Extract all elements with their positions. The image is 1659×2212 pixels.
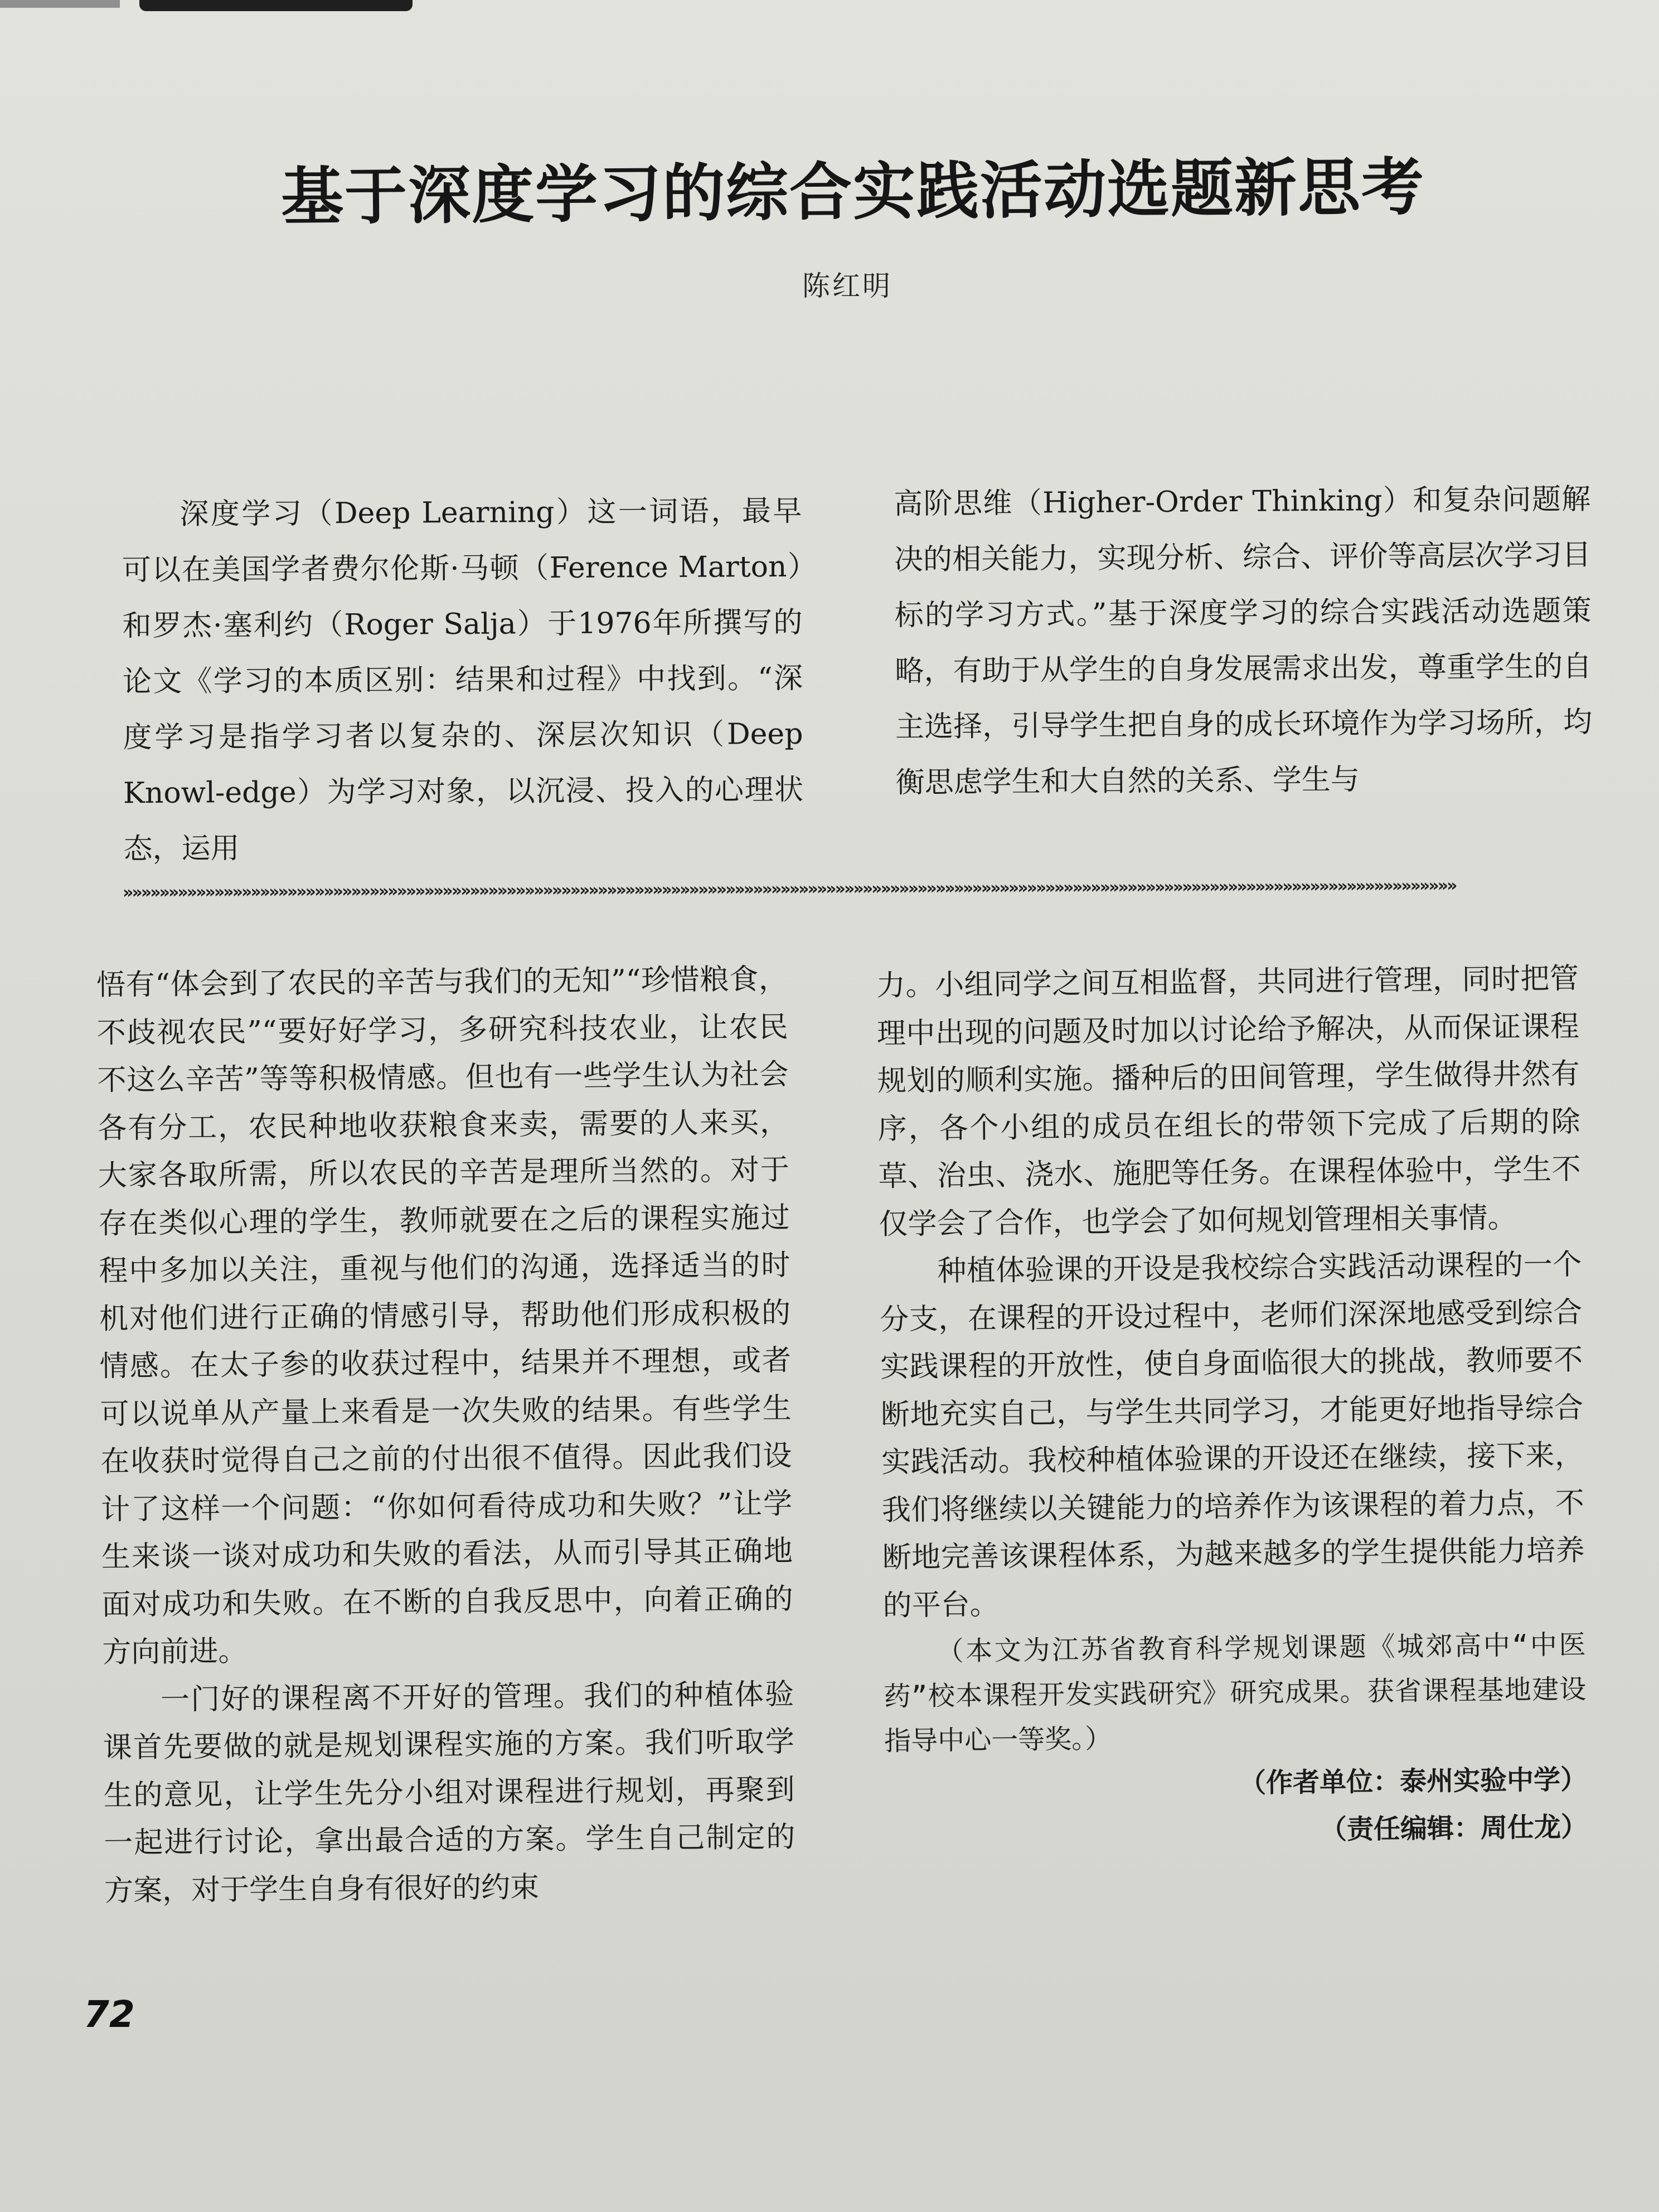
intro-right-column <box>894 472 1593 811</box>
section-divider: »»»»»»»»»»»»»»»»»»»»»»»»»»»»»»»»»»»»»»»»»»»»»»»»»»»»»»»»»»»»»»»»»»»»»»»»»»»»»»»»»»»»»»»»»»»»»»»»»»»»»»»»»»»»»»»»»»»»»»»»»»»»»»»»»»»»»»»»»»»»»»»»»» <box>122 876 1456 903</box>
responsible-editor: （责任编辑：周仕龙） <box>1320 1811 1588 1846</box>
body-right-paragraph-1: 力。小组同学之间互相监督，共同进行管理，同时把管理中出现的问题及时加以讨论给予解决，从而保证课程规划的顺利实施。播种后的田间管理，学生做得井然有序，各个小组的成员在组长的带领下完成了后期的除草、治虫、浇水、施肥等任务。在课程体验中，学生不仅学会了合作，也学会了如何规划管理相关事情。 <box>876 962 1581 1241</box>
intro-right-paragraph: 高阶思维（Higher-Order Thinking）和复杂问题解决的相关能力，实现分析、综合、评价等高层次学习目标的学习方式。”基于深度学习的综合实践活动选题策略，有助于从学生的自身发展需求出发，尊重学生的自主选择，引导学生把自身的成长环境作为学习场所，均衡思虑学生和大自然的关系、学生与 <box>894 482 1593 800</box>
article-title: 基于深度学习的综合实践活动选题新思考 <box>280 151 1425 234</box>
research-note: （本文为江苏省教育科学规划课题《城郊高中“中医药”校本课程开发实践研究》研究成果。获省课程基地建设指导中心一等奖。） <box>884 1629 1587 1757</box>
intro-left-paragraph: 深度学习（Deep Learning）这一词语，最早可以在美国学者费尔伦斯·马顿（Ference Marton）和罗杰·塞利约（Roger Salja）于1976年所撰写的论文《学习的本质区别：结果和过程》中找到。“深度学习是指学习者以复杂的、深层次知识（Deep Knowl-edge）为学习对象，以沉浸、投入的心理状态，运用 <box>122 494 804 866</box>
author-affiliation: （作者单位：泰州实验中学） <box>1239 1764 1588 1799</box>
page-number: 72 <box>84 1993 135 2036</box>
body-left-paragraph-2: 一门好的课程离不开好的管理。我们的种植体验课首先要做的就是规划课程实施的方案。我们听取学生的意见，让学生先分小组对课程进行规划，再聚到一起进行讨论，拿出最合适的方案。学生自己制定的方案，对于学生自身有很好的约束 <box>103 1677 795 1908</box>
body-right-paragraph-2: 种植体验课的开设是我校综合实践活动课程的一个分支，在课程的开设过程中，老师们深深地感受到综合实践课程的开放性，使自身面临很大的挑战，教师要不断地充实自己，与学生共同学习，才能更好地指导综合实践活动。我校种植体验课的开设还在继续，接下来，我们将继续以关键能力的培养作为该课程的着力点，不断地完善该课程体系，为越来越多的学生提供能力培养的平台。 <box>880 1248 1585 1623</box>
body-left-paragraph-1: 悟有“体会到了农民的辛苦与我们的无知”“珍惜粮食，不歧视农民”“要好好学习，多研究科技农业，让农民不这么辛苦”等等积极情感。但也有一些学生认为社会各有分工，农民种地收获粮食来卖，需要的人来买，大家各取所需，所以农民的辛苦是理所当然的。对于存在类似心理的学生，教师就要在之后的课程实施过程中多加以关注，重视与他们的沟通，选择适当的时机对他们进行正确的情感引导，帮助他们形成积极的情感。在太子参的收获过程中，结果并不理想，或者可以说单从产量上来看是一次失败的结果。有些学生在收获时觉得自己之前的付出很不值得。因此我们设计了这样一个问题：“你如何看待成功和失败？”让学生来谈一谈对成功和失败的看法，从而引导其正确地面对成功和失败。在不断的自我反思中，向着正确的方向前进。 <box>96 962 793 1670</box>
header-edge-mark <box>0 0 120 8</box>
body-left-column <box>96 956 796 1915</box>
intro-left-column <box>122 483 804 877</box>
body-right-column <box>876 955 1588 1858</box>
header-section-tab <box>139 0 413 11</box>
article-author: 陈红明 <box>802 270 892 302</box>
